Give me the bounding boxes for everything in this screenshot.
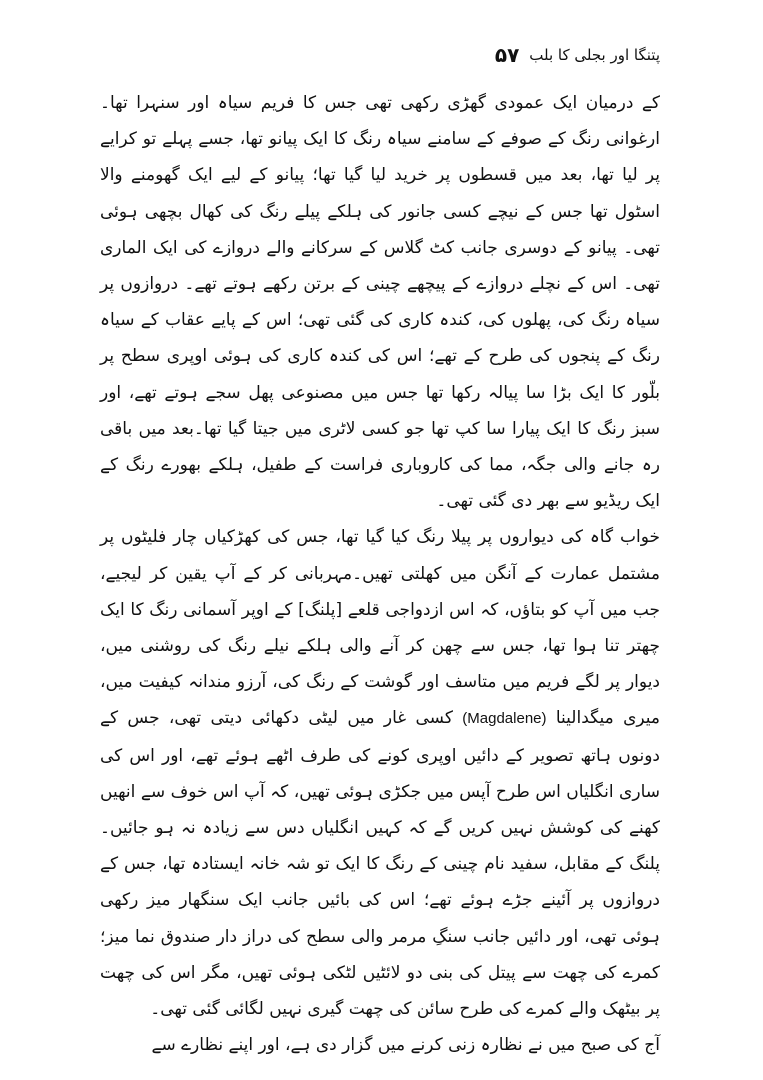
page-header xyxy=(100,40,660,70)
running-title: پتنگا اور بجلی کا بلب xyxy=(529,46,660,64)
latin-name: (Magdalene) xyxy=(462,710,547,728)
body-text xyxy=(100,85,660,1063)
paragraph-2 xyxy=(100,519,660,1027)
paragraph-2-part-2: کسی غار میں لیٹی دکھائی دیتی تھی، جس کے دونوں ہاتھ تصویر کے دائیں اوپری کونے کی طرف اٹھے ہوئے تھے، اور اس کی ساری انگلیاں اس طرح آپس میں جکڑی ہوئی تھیں، کہ آپ اس خوف سے انھیں کھنے کی کوشش نہیں کریں گے کہ کہیں انگلیاں دس سے زیادہ نہ ہو جائیں۔پلنگ کے مقابل، سفید نام چینی کے رنگ کا ایک تو شہ خانہ ایستادہ تھا، جس کے دروازوں پر آئینے جڑے ہوئے تھے؛ اس کی بائیں جانب ایک سنگھار میز رکھی ہوئی تھی، اور دائیں جانب سنگِ مرمر والی سطح کی دراز دار صندوق نما میز؛ کمرے کی چھت سے پیتل کی بنی دو لائٹیں لٹکی ہوئی تھیں، مگر اس کی چھت پر بیٹھک والے کمرے کی طرح سائن کی چھت گیری نہیں لگائی گئی تھی۔ xyxy=(100,708,660,1020)
paragraph-3: آج کی صبح میں نے نظارہ زنی کرنے میں گزار دی ہے، اور اپنے نظارے سے xyxy=(151,1035,660,1056)
paragraph-1: کے درمیان ایک عمودی گھڑی رکھی تھی جس کا فریم سیاہ اور سنہرا تھا۔ارغوانی رنگ کے صوفے کے سامنے سیاہ رنگ کا ایک پیانو تھا، جسے پہلے تو کرایے پر لیا تھا، بعد میں قسطوں پر خرید لیا گیا تھا؛ پیانو کے لیے ایک گھومنے والا اسٹول تھا جس کے نیچے کسی جانور کی ہلکے پیلے رنگ کی کھال بچھی ہوئی تھی۔ پیانو کے دوسری جانب کٹ گلاس کے سرکانے والے دروازے کی ایک الماری تھی۔ اس کے نچلے دروازے کے پیچھے چینی کے برتن رکھے ہوتے تھے۔ دروازوں پر سیاہ رنگ کی، پھلوں کی، کندہ کاری کی گئی تھی؛ اس کے پایے عقاب کے سیاہ رنگ کے پنجوں کی طرح کے تھے؛ اس کی کندہ کاری کی ہوئی اوپری سطح پر بلّور کا ایک بڑا سا پیالہ رکھا تھا جس میں مصنوعی پھل سجے ہوتے تھے، اور سبز رنگ کا ایک پیارا سا کپ تھا جو کسی لاٹری میں جیتا گیا تھا۔بعد میں باقی رہ جانے والی جگہ، مما کی کاروباری فراست کے طفیل، ہلکے بھورے رنگ کے ایک ریڈیو سے بھر دی گئی تھی۔ xyxy=(100,93,660,512)
paragraph-2-part-1: خواب گاہ کی دیواروں پر پیلا رنگ کیا گیا تھا، جس کی کھڑکیاں چار فلیٹوں پر مشتمل عمارت کے آنگن میں کھلتی تھیں۔مہربانی کر کے آپ یقین کر لیجیے، جب میں آپ کو بتاؤں، کہ اس ازدواجی قلعے [پلنگ] کے اوپر آسمانی رنگ کا ایک چھتر تنا ہوا تھا، جس سے چھن کر آنے والی ہلکے نیلے رنگ کی روشنی میں، دیوار پر لگے فریم میں متاسف اور گوشت کے رنگ کی، آرزو مندانہ کیفیت میں، میری میگدالینا xyxy=(100,527,661,729)
page-number: ۵۷ xyxy=(494,43,520,67)
